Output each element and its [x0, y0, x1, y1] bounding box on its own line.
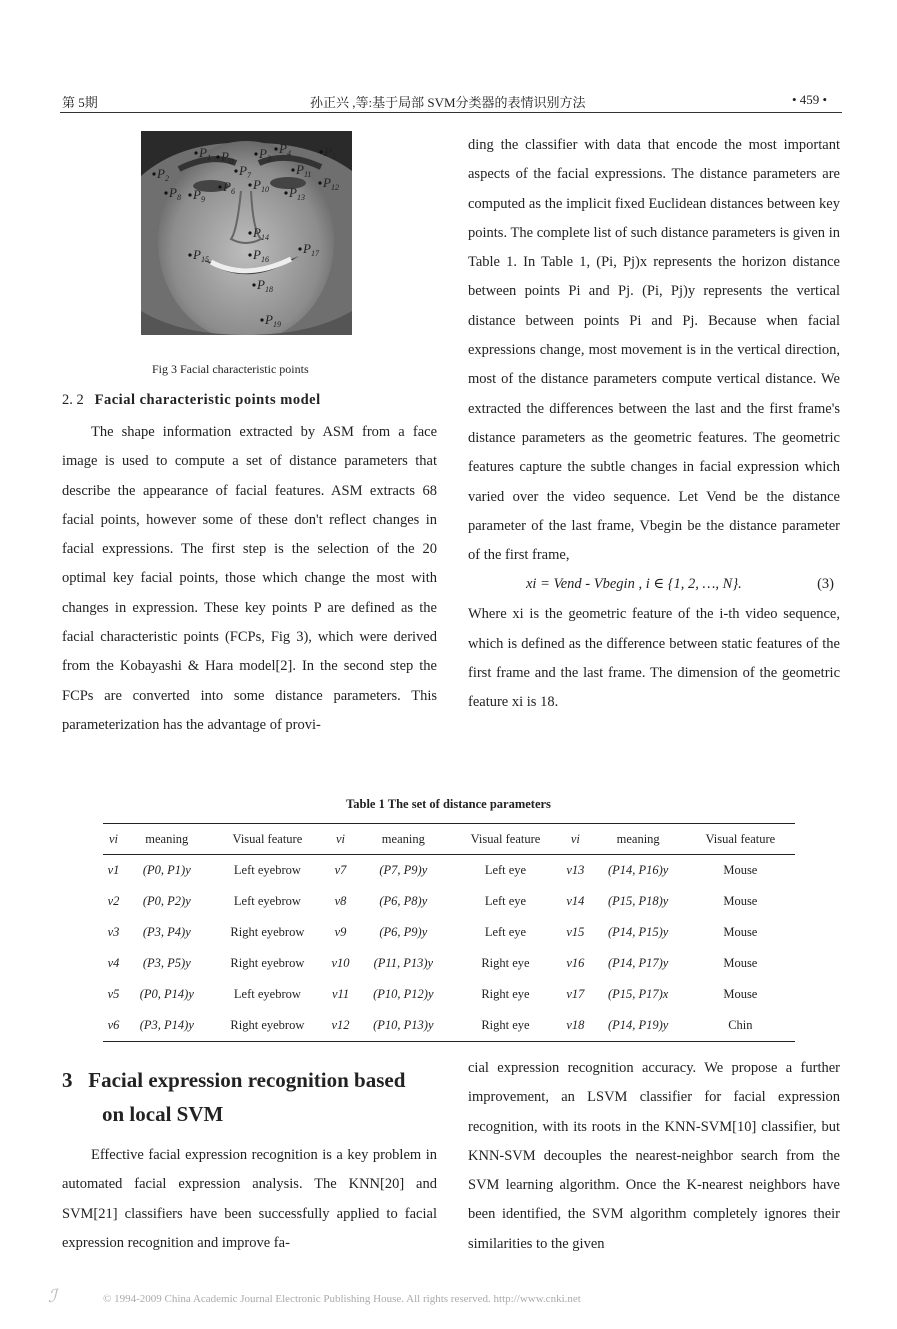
table-cell: (P10, P12)y	[373, 987, 434, 1001]
table-cell: v8	[334, 894, 347, 908]
table-cell: v7	[334, 863, 347, 877]
table-cell: v16	[566, 956, 585, 970]
table-row	[103, 948, 795, 979]
table-row	[103, 855, 795, 887]
fcp-label: $P_{10}$	[253, 177, 269, 194]
table-cell: v4	[107, 956, 120, 970]
table-cell: v1	[107, 863, 120, 877]
figure-caption: Fig 3 Facial characteristic points	[152, 362, 309, 376]
fcp-marker	[216, 155, 219, 158]
fcp-marker	[274, 147, 277, 150]
table-cell: (P3, P5)y	[142, 956, 191, 970]
table-header-row	[103, 824, 795, 855]
table-cell: v12	[325, 1010, 356, 1042]
table-cell: (P14, P19)y	[591, 1010, 686, 1042]
table-cell: Mouse	[723, 863, 758, 877]
section-number: 3	[62, 1068, 73, 1092]
equation-body: xi = Vend - Vbegin , i ∈ {1, 2, …, N}.	[526, 576, 742, 593]
table-body	[103, 855, 795, 1042]
section3-left-paragraph: Effective facial expression recognition is a key problem in automated facial expression analysis. The KNN[20] and SVM[21] classifiers have been successfully applied to facial expression recognition and improve fa-	[62, 1147, 437, 1251]
fcp-marker	[319, 150, 322, 153]
fcp-marker	[284, 191, 287, 194]
table-cell: Mouse	[723, 987, 758, 1001]
fcp-label: $P_0$	[221, 149, 233, 166]
distance-parameters-table	[103, 823, 795, 1042]
fcp-label: $P_6$	[223, 179, 235, 196]
fcp-marker	[318, 181, 321, 184]
table-cell: Right eye	[451, 1010, 560, 1042]
running-header-title: 孙正兴 ,等:基于局部 SVM分类器的表情识别方法	[310, 95, 586, 110]
table-cell: Right eyebrow	[210, 1010, 326, 1042]
fcp-label: $P_5$	[324, 144, 336, 161]
table-cell: v13	[566, 863, 585, 877]
fcp-marker	[152, 172, 155, 175]
fcp-marker	[234, 169, 237, 172]
section-number: 2. 2	[62, 392, 84, 408]
table-cell: Left eyebrow	[233, 894, 301, 908]
section3-right-paragraph: cial expression recognition accuracy. We propose a further improvement, an LSVM classifier for facial expression recognition, with its roots in the KNN-SVM[10] classifier, but KNN-SVM decouples the nearest-neighbor search from the SVM learning algorithm. Once the K-nearest neighbors have been identified, the SVM algorithm completely ignores their similarities to the given	[468, 1060, 840, 1252]
section-heading-2-2	[62, 392, 321, 409]
left-paragraph: The shape information extracted by ASM from a face image is used to compute a set of distance parameters that describe the appearance of facial features. ASM extracts 68 facial points, however some of these don't reflect changes in facial expressions. The first step is the selection of the 20 optimal key facial points, those which change the most with changes in expression. These key points P are defined as the facial characteristic points (FCPs, Fig 3), which were derived from the Kobayashi & Hara model[2]. In the second step the FCPs are converted into some distance parameters. This parameterization has the advantage of provi-	[62, 424, 437, 733]
table-cell: v6	[103, 1010, 124, 1042]
table-cell: (P3, P14)y	[124, 1010, 210, 1042]
section-title-line1: Facial expression recognition based	[88, 1068, 406, 1092]
fcp-label: $P_{18}$	[257, 277, 273, 294]
fcp-marker	[252, 283, 255, 286]
table-cell: Left eye	[484, 894, 527, 908]
table-cell: Mouse	[723, 956, 758, 970]
fcp-label: $P_4$	[279, 141, 291, 158]
table-cell: Mouse	[723, 894, 758, 908]
fcp-label: $P_7$	[239, 163, 251, 180]
table-header-cell: Visual feature	[451, 824, 560, 855]
table-header-cell: Visual feature	[686, 824, 795, 855]
fcp-marker	[254, 152, 257, 155]
fcp-marker	[188, 253, 191, 256]
fcp-label: $P_{15}$	[193, 247, 209, 264]
fcp-marker	[248, 183, 251, 186]
table-cell: v3	[107, 925, 120, 939]
fcp-marker	[218, 185, 221, 188]
fcp-marker	[260, 318, 263, 321]
table-cell: (P3, P4)y	[142, 925, 191, 939]
fcp-marker	[298, 247, 301, 250]
table-cell: Right eyebrow	[230, 925, 305, 939]
table-cell: (P15, P17)x	[607, 987, 669, 1001]
table-cell: (P0, P1)y	[142, 863, 191, 877]
fcp-marker	[164, 191, 167, 194]
fcp-marker	[248, 231, 251, 234]
table-cell: Right eye	[481, 956, 530, 970]
copyright-footer: © 1994-2009 China Academic Journal Electronic Publishing House. All rights reserved. http://www.cnki.net	[103, 1293, 581, 1305]
fcp-label: $P_1$	[199, 145, 211, 162]
table-row	[103, 917, 795, 948]
table-row	[103, 1010, 795, 1042]
table-cell: v5	[107, 987, 120, 1001]
fcp-label: $P_{17}$	[303, 241, 319, 258]
equation-number: (3)	[817, 576, 834, 593]
table-cell: (P6, P9)y	[379, 925, 428, 939]
table-cell: (P6, P8)y	[379, 894, 428, 908]
table-cell: v11	[331, 987, 350, 1001]
table-cell: Mouse	[723, 925, 758, 939]
table-cell: v15	[566, 925, 585, 939]
table-row	[103, 979, 795, 1010]
table-cell: Right eyebrow	[230, 956, 305, 970]
table-cell: (P15, P18)y	[607, 894, 669, 908]
table-header-cell: Visual feature	[210, 824, 326, 855]
table-cell: v2	[107, 894, 120, 908]
running-header-page: • 459 •	[792, 92, 828, 107]
fcp-label: $P_8$	[169, 185, 181, 202]
running-header-issue: 第 5期	[62, 95, 98, 110]
fcp-marker	[248, 253, 251, 256]
fcp-marker	[188, 193, 191, 196]
fcp-label: $P_{11}$	[296, 162, 312, 179]
section-title: Facial characteristic points model	[94, 392, 321, 408]
table-cell: Left eye	[484, 863, 527, 877]
header-rule	[60, 112, 842, 113]
section3-right-column	[468, 1054, 840, 1259]
section-title-line2: on local SVM	[102, 1102, 224, 1126]
table-cell: (P14, P17)y	[607, 956, 669, 970]
table-cell: (P11, P13)y	[373, 956, 434, 970]
fcp-label: $P_3$	[259, 146, 271, 163]
equation-3	[468, 570, 840, 600]
table-header-cell: vi	[325, 824, 356, 855]
table-cell: (P0, P2)y	[142, 894, 191, 908]
fcp-label: $P_{12}$	[323, 175, 339, 192]
fcp-label: $P_9$	[193, 187, 205, 204]
right-paragraph-2: Where xi is the geometric feature of the i-th video sequence, which is defined as the difference between static features of the first frame and the last frame. The dimension of the geometric feature xi is 18.	[468, 606, 840, 711]
table-header-cell: meaning	[124, 824, 210, 855]
fcp-label: $P_2$	[157, 166, 169, 183]
right-paragraph-1: ding the classifier with data that encode the most important aspects of the facial expressions. The distance parameters are computed as the implicit fixed Euclidean distances between key points. The complete list of such distance parameters is given in Table 1. In Table 1, (Pi, Pj)x represents the horizon distance between points Pi and Pj. (Pi, Pj)y represents the vertical distance between points Pi and Pj. Because when facial expressions change, most movement is in the vertical direction, most of the distance parameters compute vertical distance. We extracted the differences between the last and the first frame's distance parameters as the geometric features. The geometric features capture the subtle changes in facial expression which varied over the video sequence. Let Vend be the distance parameter of the last frame, Vbegin be the distance parameter of the first frame,	[468, 137, 840, 564]
fcp-marker	[194, 151, 197, 154]
left-column	[62, 418, 437, 740]
table-cell: v10	[331, 956, 350, 970]
fcp-label: $P_{16}$	[253, 247, 269, 264]
table-header-cell: vi	[103, 824, 124, 855]
face-image	[141, 131, 352, 335]
table-title: Table 1 The set of distance parameters	[346, 797, 551, 811]
table-cell: (P0, P14)y	[139, 987, 194, 1001]
cnki-logo-icon: ℐ	[48, 1286, 57, 1306]
table-cell: Left eyebrow	[233, 863, 301, 877]
table-header-cell: meaning	[356, 824, 451, 855]
table-cell: (P14, P16)y	[607, 863, 669, 877]
table-cell: v14	[566, 894, 585, 908]
table-cell: Left eyebrow	[233, 987, 301, 1001]
table-cell: (P10, P13)y	[356, 1010, 451, 1042]
table-cell: (P7, P9)y	[379, 863, 428, 877]
table-cell: Left eye	[484, 925, 527, 939]
table-header-cell: meaning	[591, 824, 686, 855]
table-cell: v9	[334, 925, 347, 939]
table-cell: Right eye	[481, 987, 530, 1001]
table-header-cell: vi	[560, 824, 591, 855]
right-column	[468, 131, 840, 718]
fcp-label: $P_{14}$	[253, 225, 269, 242]
section-heading-3	[62, 1063, 405, 1131]
table-cell: v17	[566, 987, 585, 1001]
table-cell: v18	[560, 1010, 591, 1042]
section3-left-column	[62, 1141, 437, 1258]
table-row	[103, 886, 795, 917]
fcp-marker	[291, 168, 294, 171]
table-cell: (P14, P15)y	[607, 925, 669, 939]
face-figure	[141, 131, 352, 335]
fcp-label: $P_{13}$	[289, 185, 305, 202]
table-cell: Chin	[686, 1010, 795, 1042]
fcp-label: $P_{19}$	[265, 312, 281, 329]
